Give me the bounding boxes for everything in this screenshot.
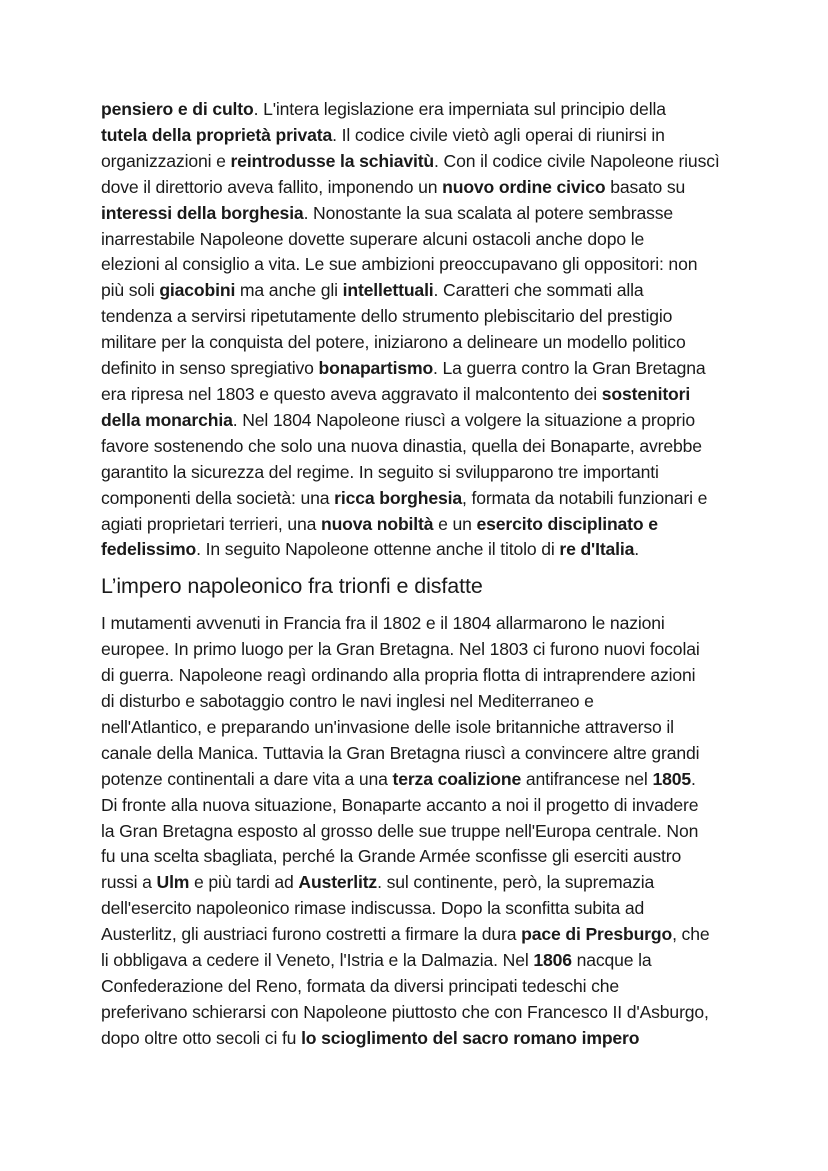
text-run: agiati proprietari terrieri, una xyxy=(101,513,321,534)
text-run: li obbligava a cedere il Veneto, l'Istria e la Dalmazia. Nel xyxy=(101,950,534,971)
text-run: potenze continentali a dare vita a una xyxy=(101,768,393,789)
text-run: . In seguito Napoleone ottenne anche il titolo di xyxy=(196,539,560,560)
text-run: , formata da notabili funzionari e xyxy=(461,487,708,508)
text-run: canale della Manica. Tuttavia la Gran Bretagna riuscì a convincere altre grandi xyxy=(101,742,700,763)
text-line xyxy=(101,1026,741,1052)
text-run: preferivano schierarsi con Napoleone piuttosto che con Francesco II d'Asburgo, xyxy=(101,1001,709,1022)
text-run: di disturbo e sabotaggio contro le navi inglesi nel Mediterraneo e xyxy=(101,691,594,712)
text-run: . La guerra contro la Gran Bretagna xyxy=(433,358,706,379)
bold-term: giacobini xyxy=(159,280,236,301)
text-run: era ripresa nel 1803 e questo aveva aggravato il malcontento dei xyxy=(101,383,602,404)
text-run: dell'esercito napoleonico rimase indiscussa. Dopo la sconfitta subita ad xyxy=(101,898,645,919)
text-run: definito in senso spregiativo xyxy=(101,358,319,379)
text-run: . Il codice civile vietò agli operai di riunirsi in xyxy=(332,124,665,145)
paragraph-napoleonic-code xyxy=(101,97,741,563)
text-line xyxy=(101,175,741,201)
text-run: . Caratteri che sommati alla xyxy=(433,280,644,301)
text-line xyxy=(101,408,741,434)
text-run: e un xyxy=(433,513,477,534)
text-line xyxy=(101,278,741,304)
bold-term: nuova nobiltà xyxy=(320,513,434,534)
text-run: basato su xyxy=(605,176,686,197)
bold-term: nuovo ordine civico xyxy=(442,176,606,197)
text-run: inarrestabile Napoleone dovette superare alcuni ostacoli anche dopo le xyxy=(101,228,645,249)
text-line xyxy=(101,537,741,563)
text-run: più soli xyxy=(101,280,160,301)
bold-term: terza coalizione xyxy=(392,768,522,789)
text-line xyxy=(101,512,741,538)
text-line xyxy=(101,149,741,175)
text-run: . xyxy=(690,768,696,789)
text-run: di guerra. Napoleone reagì ordinando alla propria flotta di intraprendere azioni xyxy=(101,665,696,686)
text-line xyxy=(101,356,741,382)
bold-term: re d'Italia xyxy=(559,539,635,560)
text-line xyxy=(101,252,741,278)
text-run: garantito la sicurezza del regime. In seguito si svilupparono tre importanti xyxy=(101,461,659,482)
text-run: europee. In primo luogo per la Gran Bretagna. Nel 1803 ci furono nuovi focolai xyxy=(101,639,700,660)
bold-term: 1806 xyxy=(533,950,572,971)
text-line xyxy=(101,486,741,512)
bold-term: pace di Presburgo xyxy=(521,924,673,945)
text-line xyxy=(101,97,741,123)
text-line xyxy=(101,382,741,408)
bold-term: bonapartismo xyxy=(318,358,434,379)
text-run: fu una scelta sbagliata, perché la Grande Armée sconfisse gli eserciti austro xyxy=(101,846,682,867)
section-heading: L’impero napoleonico fra trionfi e disfatte xyxy=(101,574,483,599)
text-run: . L'intera legislazione era imperniata sul principio della xyxy=(253,99,666,119)
text-run: nacque la xyxy=(571,950,652,971)
text-line xyxy=(101,123,741,149)
text-run: Confederazione del Reno, formata da diversi principati tedeschi che xyxy=(101,976,620,996)
text-run: . xyxy=(634,539,640,560)
text-line xyxy=(101,767,741,793)
text-line xyxy=(101,1000,741,1026)
text-line xyxy=(101,819,741,845)
text-run: russi a xyxy=(101,872,157,893)
bold-term: ricca borghesia xyxy=(334,487,462,508)
text-run: la Gran Bretagna esposto al grosso delle sue truppe nell'Europa centrale. Non xyxy=(101,820,699,841)
text-run: . Nel 1804 Napoleone riuscì a volgere la situazione a proprio xyxy=(232,409,695,430)
text-line xyxy=(101,434,741,460)
bold-term: fedelissimo xyxy=(101,539,197,560)
text-run: I mutamenti avvenuti in Francia fra il 1802 e il 1804 allarmarono le nazioni xyxy=(101,613,665,634)
text-run: tendenza a servirsi ripetutamente dello strumento plebiscitario del prestigio xyxy=(101,306,673,327)
text-run: Di fronte alla nuova situazione, Bonaparte accanto a noi il progetto di invadere xyxy=(101,794,699,815)
bold-term: reintrodusse la schiavitù xyxy=(230,150,435,171)
bold-term: Ulm xyxy=(156,872,190,893)
text-run: . Con il codice civile Napoleone riuscì xyxy=(434,150,720,171)
text-line xyxy=(101,304,741,330)
text-line xyxy=(101,974,741,1000)
text-run: Austerlitz, gli austriaci furono costretti a firmare la dura xyxy=(101,924,522,945)
text-run: elezioni al consiglio a vita. Le sue ambizioni preoccupavano gli oppositori: non xyxy=(101,254,698,275)
bold-term: della monarchia xyxy=(101,409,233,430)
bold-term: interessi della borghesia xyxy=(101,202,304,223)
text-run: componenti della società: una xyxy=(101,487,335,508)
text-run: militare per la conquista del potere, iniziarono a delineare un modello politico xyxy=(101,332,686,353)
text-run: , che xyxy=(672,924,710,945)
text-run: dopo oltre otto secoli ci fu xyxy=(101,1027,302,1048)
text-line xyxy=(101,896,741,922)
bold-term: intellettuali xyxy=(342,280,434,301)
text-line xyxy=(101,948,741,974)
document-page xyxy=(101,97,741,1052)
text-run: nell'Atlantico, e preparando un'invasione delle isole britanniche attraverso il xyxy=(101,716,674,737)
text-line xyxy=(101,870,741,896)
text-line xyxy=(101,330,741,356)
text-line xyxy=(101,227,741,253)
text-line xyxy=(101,922,741,948)
text-line xyxy=(101,844,741,870)
text-run: e più tardi ad xyxy=(189,872,299,893)
text-line xyxy=(101,611,741,637)
text-line xyxy=(101,663,741,689)
text-line xyxy=(101,637,741,663)
text-line xyxy=(101,689,741,715)
bold-term: lo scioglimento del sacro romano impero xyxy=(301,1027,640,1048)
text-line xyxy=(101,460,741,486)
bold-term: esercito disciplinato e xyxy=(476,513,658,534)
text-run: organizzazioni e xyxy=(101,150,231,171)
text-line xyxy=(101,201,741,227)
text-run: . Nonostante la sua scalata al potere sembrasse xyxy=(303,202,674,223)
text-line xyxy=(101,741,741,767)
text-run: favore sostenendo che solo una nuova dinastia, quella dei Bonaparte, avrebbe xyxy=(101,435,702,456)
bold-term: sostenitori xyxy=(601,383,691,404)
text-run: ma anche gli xyxy=(235,280,343,301)
paragraph-napoleonic-empire xyxy=(101,611,741,1051)
text-run: . sul continente, però, la supremazia xyxy=(377,872,655,893)
bold-term: pensiero e di culto xyxy=(101,99,254,119)
bold-term: Austerlitz xyxy=(298,872,378,893)
bold-term: 1805 xyxy=(652,768,691,789)
text-run: dove il direttorio aveva fallito, imponendo un xyxy=(101,176,443,197)
text-line xyxy=(101,715,741,741)
text-line xyxy=(101,793,741,819)
bold-term: tutela della proprietà privata xyxy=(101,124,333,145)
text-run: antifrancese nel xyxy=(521,768,653,789)
